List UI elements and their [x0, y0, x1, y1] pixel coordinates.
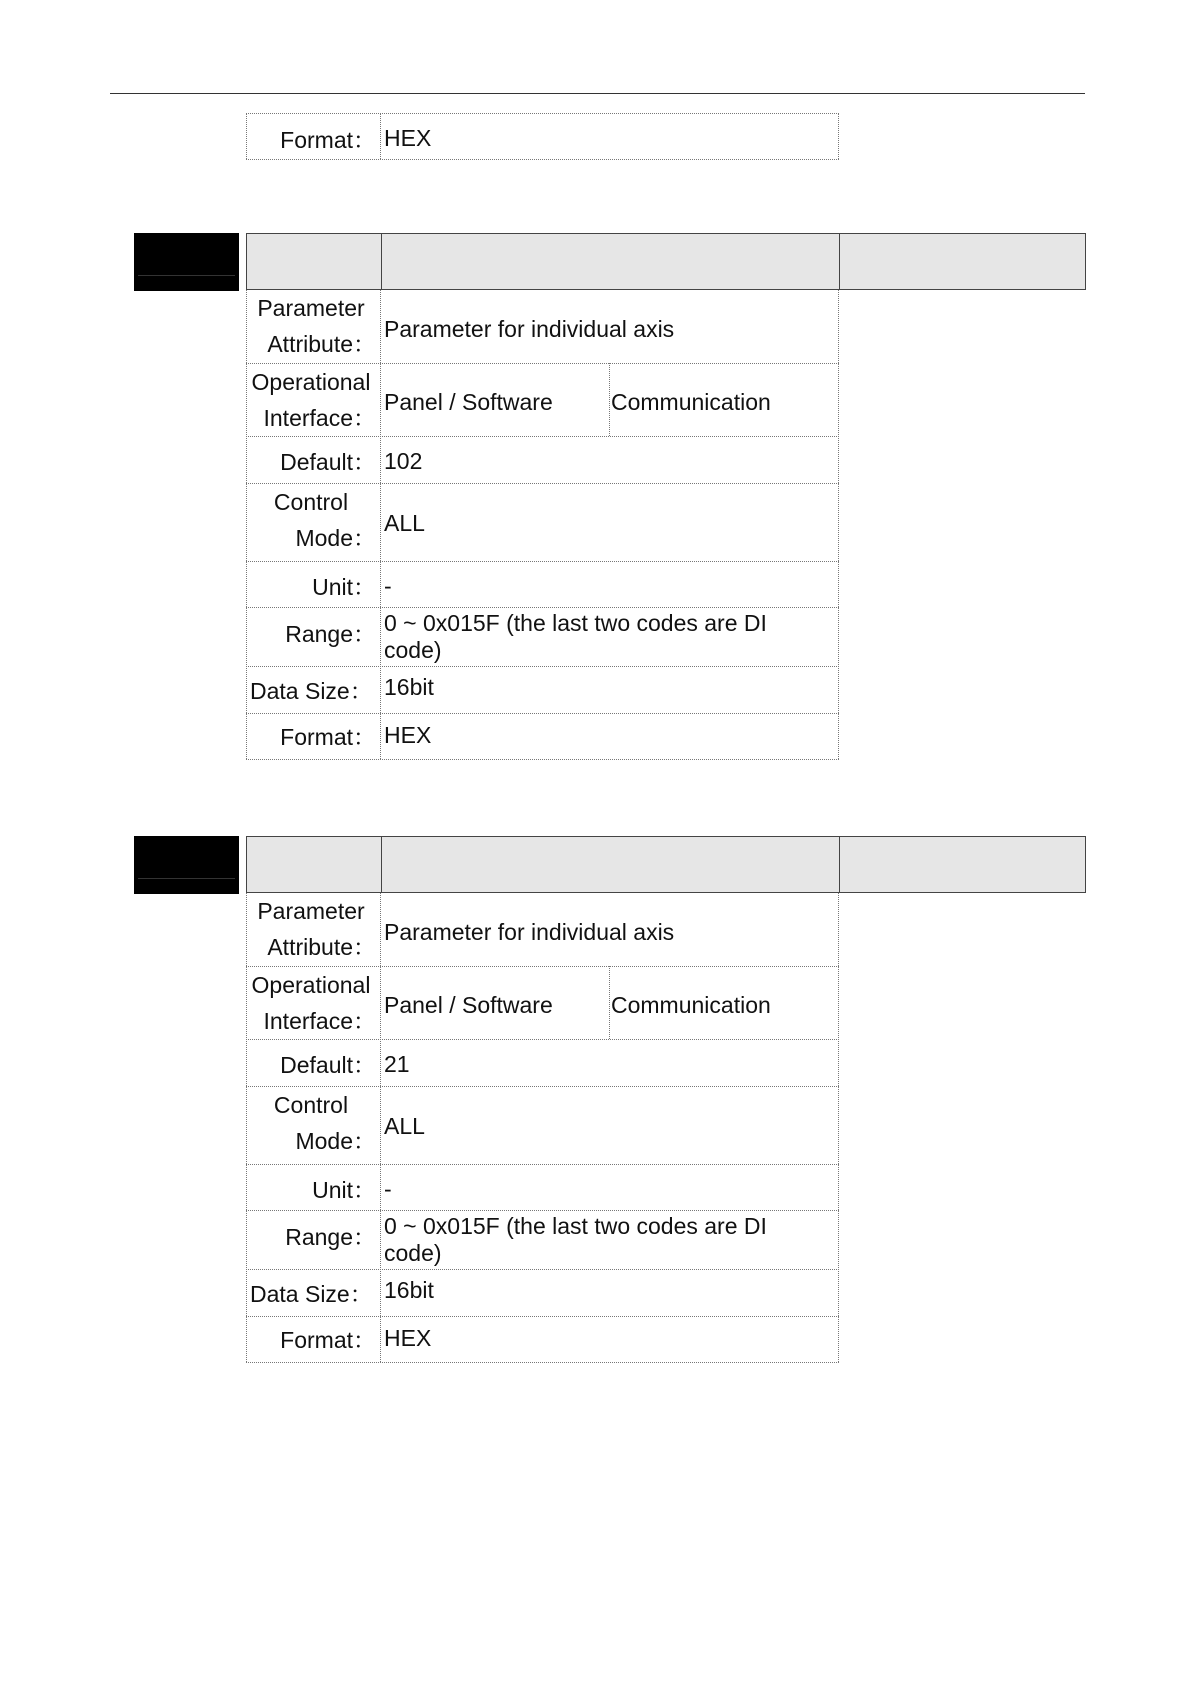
format-value: HEX: [384, 722, 432, 748]
operational-interface-label: Operational Interface：: [251, 972, 376, 1034]
table-border: [380, 290, 381, 759]
range-label: Range：: [285, 1224, 376, 1250]
table-border: [246, 1316, 839, 1317]
operational-interface-communication: Communication: [611, 389, 771, 415]
table-border: [246, 607, 839, 608]
range-value: 0 ~ 0x015F (the last two codes are DI code): [384, 610, 767, 663]
unit-label: Unit：: [312, 574, 376, 600]
parameter-code-block: [134, 836, 239, 894]
table-border: [246, 1039, 839, 1040]
operational-interface-label: Operational Interface：: [251, 369, 376, 431]
data-size-value: 16bit: [384, 674, 434, 700]
control-mode-value: ALL: [384, 1113, 425, 1139]
format-value: HEX: [384, 125, 432, 151]
control-mode-label: Control Mode：: [273, 489, 376, 551]
table-border: [246, 666, 839, 667]
data-size-label: Data Size：: [250, 1281, 373, 1307]
parameter-attribute-label: Parameter Attribute：: [257, 295, 376, 357]
format-label: Format：: [280, 724, 376, 750]
unit-value: -: [384, 573, 392, 599]
operational-interface-panel: Panel / Software: [384, 389, 553, 415]
table-border: [246, 436, 839, 437]
default-label: Default：: [280, 1052, 376, 1078]
default-value: 21: [384, 1051, 410, 1077]
table-border: [838, 893, 839, 1362]
parameter-code-block: [134, 233, 239, 291]
unit-value: -: [384, 1176, 392, 1202]
parameter-attribute-value: Parameter for individual axis: [384, 316, 675, 342]
control-mode-value: ALL: [384, 510, 425, 536]
table-border: [246, 159, 839, 160]
format-value: HEX: [384, 1325, 432, 1351]
table-border: [246, 713, 839, 714]
parameter-attribute-value: Parameter for individual axis: [384, 919, 675, 945]
page-top-rule: [110, 93, 1085, 94]
table-border: [838, 113, 839, 159]
table-border: [246, 1210, 839, 1211]
table-border: [246, 759, 839, 760]
unit-label: Unit：: [312, 1177, 376, 1203]
table-border: [246, 1269, 839, 1270]
format-label: Format：: [280, 127, 376, 153]
parameter-header-row: [246, 233, 1086, 290]
table-border: [380, 113, 381, 159]
default-value: 102: [384, 448, 423, 474]
table-border: [246, 1164, 839, 1165]
data-size-value: 16bit: [384, 1277, 434, 1303]
table-border: [380, 893, 381, 1362]
data-size-label: Data Size：: [250, 678, 373, 704]
table-border: [246, 561, 839, 562]
control-mode-label: Control Mode：: [273, 1092, 376, 1154]
table-border: [838, 290, 839, 759]
table-border: [246, 1362, 839, 1363]
parameter-header-row: [246, 836, 1086, 893]
table-border: [609, 966, 610, 1039]
format-label: Format：: [280, 1327, 376, 1353]
range-value: 0 ~ 0x015F (the last two codes are DI code): [384, 1213, 767, 1266]
operational-interface-communication: Communication: [611, 992, 771, 1018]
range-label: Range：: [285, 621, 376, 647]
table-border: [246, 113, 839, 114]
table-border: [609, 363, 610, 436]
operational-interface-panel: Panel / Software: [384, 992, 553, 1018]
parameter-attribute-label: Parameter Attribute：: [257, 898, 376, 960]
default-label: Default：: [280, 449, 376, 475]
